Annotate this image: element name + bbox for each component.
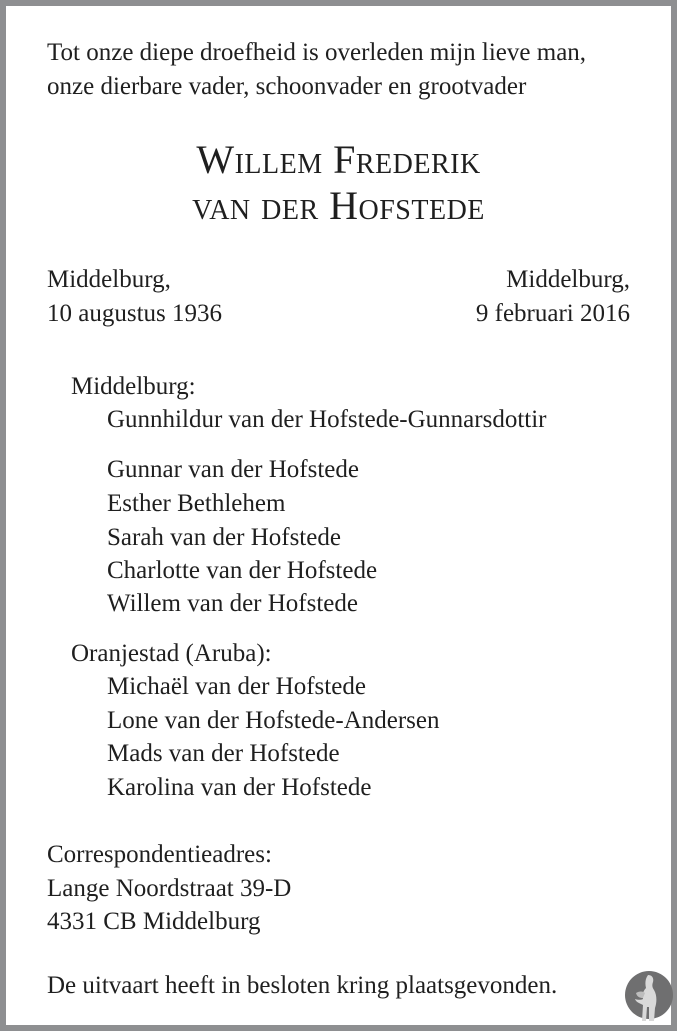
family-member: Karolina van der Hofstede: [107, 774, 372, 801]
death-place: Middelburg,: [506, 266, 630, 293]
birth-date: 10 augustus 1936: [47, 300, 222, 327]
family-member: Gunnar van der Hofstede: [107, 456, 359, 483]
family-member: Michaël van der Hofstede: [107, 673, 366, 700]
family-location-2: Oranjestad (Aruba):: [71, 640, 272, 667]
family-member: Charlotte van der Hofstede: [107, 557, 378, 584]
correspondence-street: Lange Noordstraat 39-D: [47, 875, 292, 902]
family-member: Mads van der Hofstede: [107, 740, 340, 767]
closing-text: De uitvaart heeft in besloten kring plaatsgevonden.: [47, 972, 558, 999]
correspondence-city: 4331 CB Middelburg: [47, 908, 261, 935]
correspondence-label: Correspondentieadres:: [47, 841, 272, 868]
obituary-card: [6, 6, 671, 1025]
family-member: Willem van der Hofstede: [107, 590, 358, 617]
birth-place: Middelburg,: [47, 266, 171, 293]
family-member: Lone van der Hofstede-Andersen: [107, 707, 440, 734]
family-member: Gunnhildur van der Hofstede-Gunnarsdottir: [107, 406, 547, 433]
embracing-couple-icon: [623, 969, 675, 1021]
family-location-1: Middelburg:: [71, 373, 196, 400]
intro-line-2: onze dierbare vader, schoonvader en grootvader: [47, 73, 527, 100]
deceased-name-line-1: Willem Frederik: [196, 137, 481, 182]
family-member: Esther Bethlehem: [107, 490, 286, 517]
death-date: 9 februari 2016: [475, 300, 630, 327]
deceased-name-line-2: van der Hofstede: [192, 183, 485, 228]
intro-line-1: Tot onze diepe droefheid is overleden mijn lieve man,: [47, 39, 587, 66]
family-member: Sarah van der Hofstede: [107, 524, 341, 551]
